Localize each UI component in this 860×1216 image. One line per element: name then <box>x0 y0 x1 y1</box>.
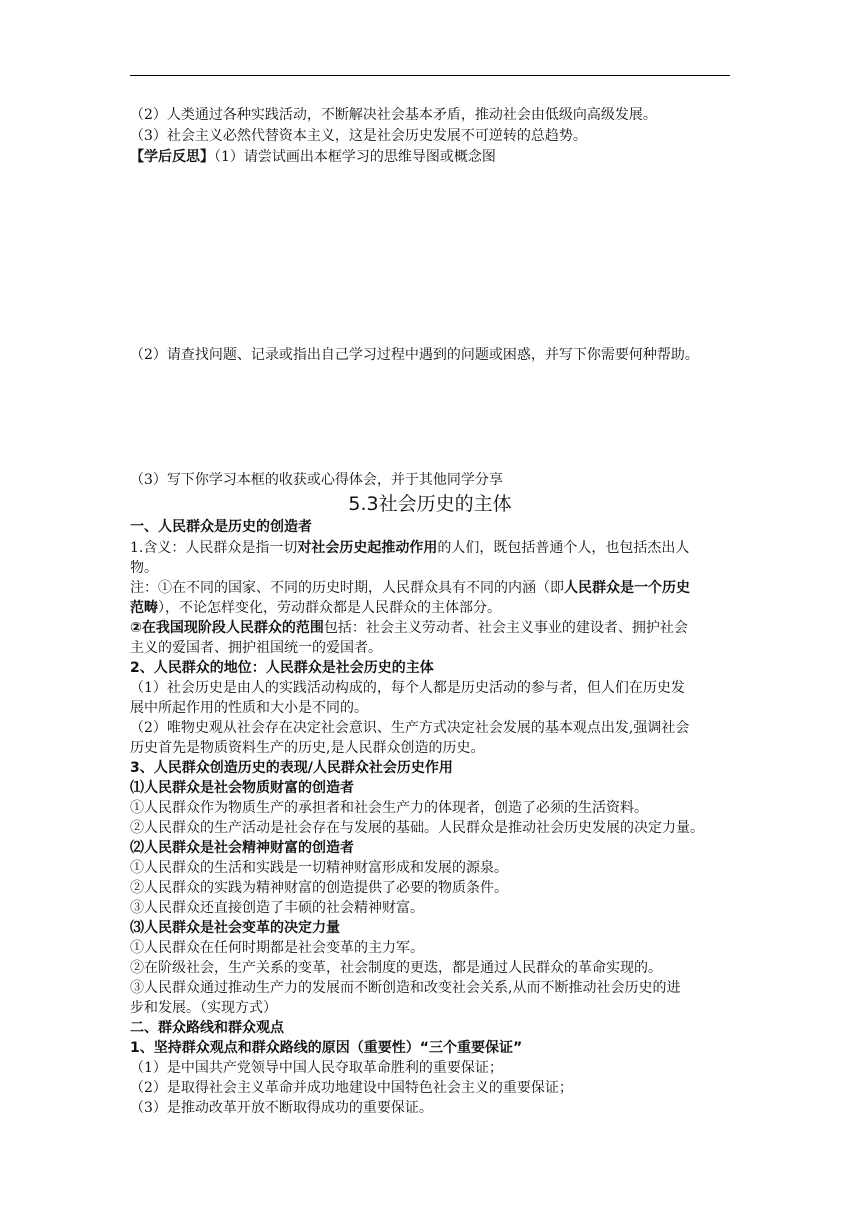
header-rule <box>130 75 730 76</box>
subheading: 1、坚持群众观点和群众路线的原因（重要性）“三个重要保证” <box>130 1040 523 1056</box>
range-emphasis: ②在我国现阶段人民群众的范围 <box>130 620 324 636</box>
text-line: ①人民群众在任何时期都是社会变革的主力军。 <box>130 940 424 956</box>
text-line: （2）唯物史观从社会存在决定社会意识、生产方式决定社会发展的基本观点出发,强调社会 <box>130 720 690 736</box>
list-item: （1）是中国共产党领导中国人民夺取革命胜利的重要保证； <box>130 1060 503 1076</box>
text-line: 步和发展。（实现方式） <box>130 1000 277 1016</box>
section-title: 5.3社会历史的主体 <box>348 493 512 515</box>
subheading: 2、人民群众的地位：人民群众是社会历史的主体 <box>130 660 434 676</box>
subheading: ⑶人民群众是社会变革的决定力量 <box>130 920 340 936</box>
reflection-prompt-3: （3）写下你学习本框的收获或心得体会，并于其他同学分享 <box>130 472 503 488</box>
note-line <box>130 578 740 598</box>
subheading: 3、人民群众创造历史的表现/人民群众社会历史作用 <box>130 760 453 776</box>
subheading: ⑵人民群众是社会精神财富的创造者 <box>130 840 354 856</box>
text-line: ②人民群众的生产活动是社会存在与发展的基础。人民群众是推动社会历史发展的决定力量。 <box>130 820 704 836</box>
text-line: ②人民群众的实践为精神财富的创造提供了必要的物质条件。 <box>130 880 508 896</box>
text-line: 展中所起作用的性质和大小是不同的。 <box>130 700 368 716</box>
text-line: ③人民群众还直接创造了丰硕的社会精神财富。 <box>130 900 424 916</box>
subheading: ⑴人民群众是社会物质财富的创造者 <box>130 780 354 796</box>
reflection-line <box>130 147 740 167</box>
reflection-prompt-2: （2）请查找问题、记录或指出自己学习过程中遇到的问题或困惑，并写下你需要何种帮助。 <box>130 347 699 363</box>
definition-emphasis: 对社会历史起推动作用 <box>297 540 438 556</box>
note-emphasis: 范畴 <box>130 600 158 616</box>
list-item: （3）是推动改革开放不断取得成功的重要保证。 <box>130 1100 433 1116</box>
text-line: ③人民群众通过推动生产力的发展而不断创造和改变社会关系,从而不断推动社会历史的进 <box>130 980 681 996</box>
note-line <box>130 598 740 618</box>
text-line: 物。 <box>130 560 158 576</box>
note-emphasis: 人民群众是一个历史 <box>564 580 690 596</box>
text-line: 历史首先是物质资料生产的历史,是人民群众创造的历史。 <box>130 740 485 756</box>
text-line: （2）人类通过各种实践活动，不断解决社会基本矛盾，推动社会由低级向高级发展。 <box>130 107 657 123</box>
text-line: 主义的爱国者、拥护祖国统一的爱国者。 <box>130 640 382 656</box>
note-text: 注：①在不同的国家、不同的历史时期，人民群众具有不同的内涵（即 <box>130 580 564 596</box>
list-item: （2）是取得社会主义革命并成功地建设中国特色社会主义的重要保证； <box>130 1080 573 1096</box>
note-text: ），不论怎样变化，劳动群众都是人民群众的主体部分。 <box>158 600 501 616</box>
heading-1: 一、人民群众是历史的创造者 <box>130 519 312 535</box>
text-line: ①人民群众的生活和实践是一切精神财富形成和发展的源泉。 <box>130 860 508 876</box>
definition-text: 1.含义：人民群众是指一切 <box>130 540 298 556</box>
reflection-prompt-1: （1）请尝试画出本框学习的思维导图或概念图 <box>214 149 496 165</box>
text-line: ②在阶级社会，生产关系的变革，社会制度的更迭，都是通过人民群众的革命实现的。 <box>130 960 662 976</box>
text-line: （3）社会主义必然代替资本主义，这是社会历史发展不可逆转的总趋势。 <box>130 128 587 144</box>
definition-line <box>130 538 740 558</box>
definition-text: 的人们，既包括普通个人，也包括杰出人 <box>437 540 690 556</box>
text-line: ①人民群众作为物质生产的承担者和社会生产力的体现者，创造了必须的生活资料。 <box>130 800 648 816</box>
heading-2: 二、群众路线和群众观点 <box>130 1020 284 1036</box>
range-line <box>130 618 740 638</box>
text-line: （1）社会历史是由人的实践活动构成的，每个人都是历史活动的参与者，但人们在历史发 <box>130 680 685 696</box>
range-text: 包括：社会主义劳动者、社会主义事业的建设者、拥护社会 <box>323 620 688 636</box>
reflection-tag: 【学后反思】 <box>130 149 214 165</box>
